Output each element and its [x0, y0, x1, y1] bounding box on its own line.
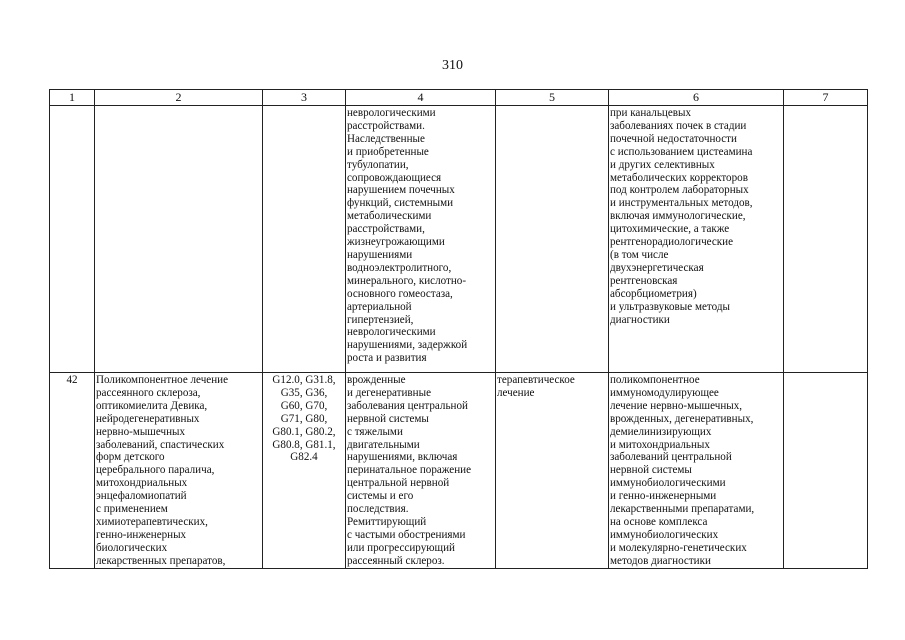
cell-treatment-method: при канальцевых заболеваниях почек в стадии почечной недостаточности с использованием цистеамина и других селективных метаболических корректоров под контролем лабораторных и инструментальных методов, включая иммунологические, цитохимические, а также рентгенорадиологические (в том числе двухэнергетическая рентгеновская абсорбциометрия) и ультразвуковые методы диагностики — [609, 106, 784, 373]
cell-icd-codes: G12.0, G31.8, G35, G36, G60, G70, G71, G80, G80.1, G80.2, G80.8, G81.1, G82.4 — [263, 373, 346, 569]
column-number-header-row — [50, 90, 868, 106]
cell-patient-model: неврологическими расстройствами. Наследственные и приобретенные тубулопатии, сопровождающиеся нарушением почечных функций, системными метаболическими расстройствами, жизнеугрожающими нарушениями водноэлектролитного, минерального, кислотно- основного гомеостаза, артериальной гипертензией, неврологическими нарушениями, задержкой роста и развития — [346, 106, 496, 373]
cell-row-number — [50, 106, 95, 373]
medical-care-table — [49, 89, 868, 569]
cell-treatment-name — [95, 106, 263, 373]
column-header-1: 1 — [50, 90, 95, 106]
column-header-3: 3 — [263, 90, 346, 106]
page-number: 310 — [442, 58, 463, 73]
column-header-5: 5 — [496, 90, 609, 106]
cell-row-number: 42 — [50, 373, 95, 569]
cell-treatment-name: Поликомпонентное лечение рассеянного склероза, оптикомиелита Девика, нейродегенеративных нервно-мышечных заболеваний, спастических форм детского церебрального паралича, митохондриальных энцефаломиопатий с применением химиотерапевтических, генно-инженерных биологических лекарственных препаратов, — [95, 373, 263, 569]
table-row-42 — [50, 373, 868, 569]
column-header-4: 4 — [346, 90, 496, 106]
column-header-2: 2 — [95, 90, 263, 106]
column-header-7: 7 — [784, 90, 868, 106]
table-row-continuation — [50, 106, 868, 373]
cell-treatment-type — [496, 106, 609, 373]
cell-treatment-type: терапевтическое лечение — [496, 373, 609, 569]
cell-cost — [784, 106, 868, 373]
cell-icd-codes — [263, 106, 346, 373]
cell-treatment-method: поликомпонентное иммуномодулирующее лечение нервно-мышечных, врожденных, дегенеративных, демиелинизирующих и митохондриальных заболеваний центральной нервной системы иммунобиологическими и генно-инженерными лекарственными препаратами, на основе комплекса иммунобиологических и молекулярно-генетических методов диагностики — [609, 373, 784, 569]
cell-patient-model: врожденные и дегенеративные заболевания центральной нервной системы с тяжелыми двигательными нарушениями, включая перинатальное поражение центральной нервной системы и его последствия. Ремиттирующий с частыми обострениями или прогрессирующий рассеянный склероз. — [346, 373, 496, 569]
column-header-6: 6 — [609, 90, 784, 106]
cell-cost — [784, 373, 868, 569]
